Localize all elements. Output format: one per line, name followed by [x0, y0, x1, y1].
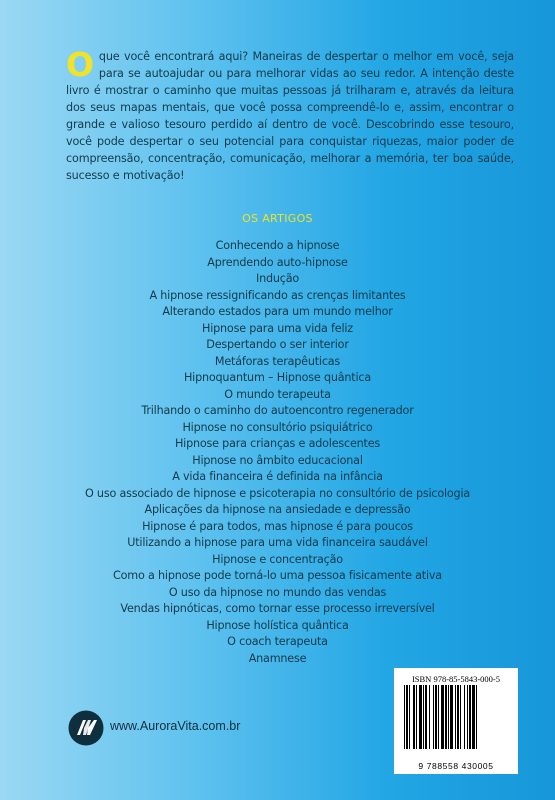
barcode-bars: [402, 685, 510, 759]
article-item: Hipnose para uma vida feliz: [202, 321, 353, 335]
barcode-box: [394, 668, 518, 774]
article-item: Despertando o ser interior: [206, 338, 349, 351]
section-title: OS ARTIGOS: [242, 212, 313, 225]
article-item: Aplicações da hipnose na ansiedade e depressão: [144, 503, 411, 516]
isbn-label: ISBN 978-85-5843-000-5: [411, 674, 501, 684]
article-item: Hipnose holística quântica: [206, 618, 349, 632]
article-item: O coach terapeuta: [227, 635, 328, 648]
article-item: Hipnose para crianças e adolescentes: [174, 437, 381, 450]
article-item: A vida financeira é definida na infância: [172, 470, 383, 483]
article-item: Trilhando o caminho do autoencontro regenerador: [141, 404, 414, 417]
article-item: Conhecendo a hipnose: [215, 239, 340, 252]
article-item: Hipnose no âmbito educacional: [192, 453, 363, 467]
article-item: Alterando estados para um mundo melhor: [162, 305, 393, 318]
intro-paragraph: [66, 45, 514, 184]
article-item: O uso associado de hipnose e psicoterapia no consultório de psicologia: [84, 486, 471, 500]
article-list: [0, 238, 555, 667]
article-item: Metáforas terapêuticas: [214, 354, 341, 368]
publisher-website[interactable]: www.AuroraVita.com.br: [110, 719, 241, 733]
article-item: Hipnose é para todos, mas hipnose é para poucos: [142, 519, 413, 533]
article-item: Aprendendo auto-hipnose: [207, 255, 348, 269]
publisher-logo: [68, 710, 104, 746]
article-item: Hipnoquantum – Hipnose quântica: [183, 371, 372, 384]
article-item: Vendas hipnóticas, como tornar esse processo irreversível: [120, 602, 435, 615]
article-item: Indução: [255, 272, 300, 285]
barcode-digits: 9 788558 430005: [418, 761, 494, 771]
article-item: Utilizando a hipnose para uma vida financeira saudável: [127, 536, 428, 549]
article-item: O mundo terapeuta: [224, 387, 331, 401]
article-item: Anamnese: [248, 651, 307, 665]
article-item: O uso da hipnose no mundo das vendas: [168, 585, 387, 599]
article-item: A hipnose ressignificando as crenças limitantes: [149, 288, 406, 302]
article-item: Hipnose no consultório psiquiátrico: [182, 420, 373, 434]
article-item: Como a hipnose pode torná-lo uma pessoa fisicamente ativa: [113, 569, 442, 582]
drop-cap: O: [66, 45, 94, 84]
article-item: Hipnose e concentração: [212, 552, 343, 566]
intro-text: que você encontrará aqui? Maneiras de despertar o melhor em você, seja para se autoajudar ou para melhorar vidas ao seu redor. A intenção deste livro é mostrar o caminho que muitas pessoas já trilharam e, através da leitura dos seus mapas mentais, que você possa compreendê-lo e, assim, encontrar o grande e valioso tesouro perdido aí dentro de você. Descobrindo esse tesouro, você pode despertar o seu potencial para conquistar riquezas, maior poder de compreensão, concentração, comunicação, melhorar a memória, ter boa saúde, sucesso e motivação!: [66, 50, 514, 182]
